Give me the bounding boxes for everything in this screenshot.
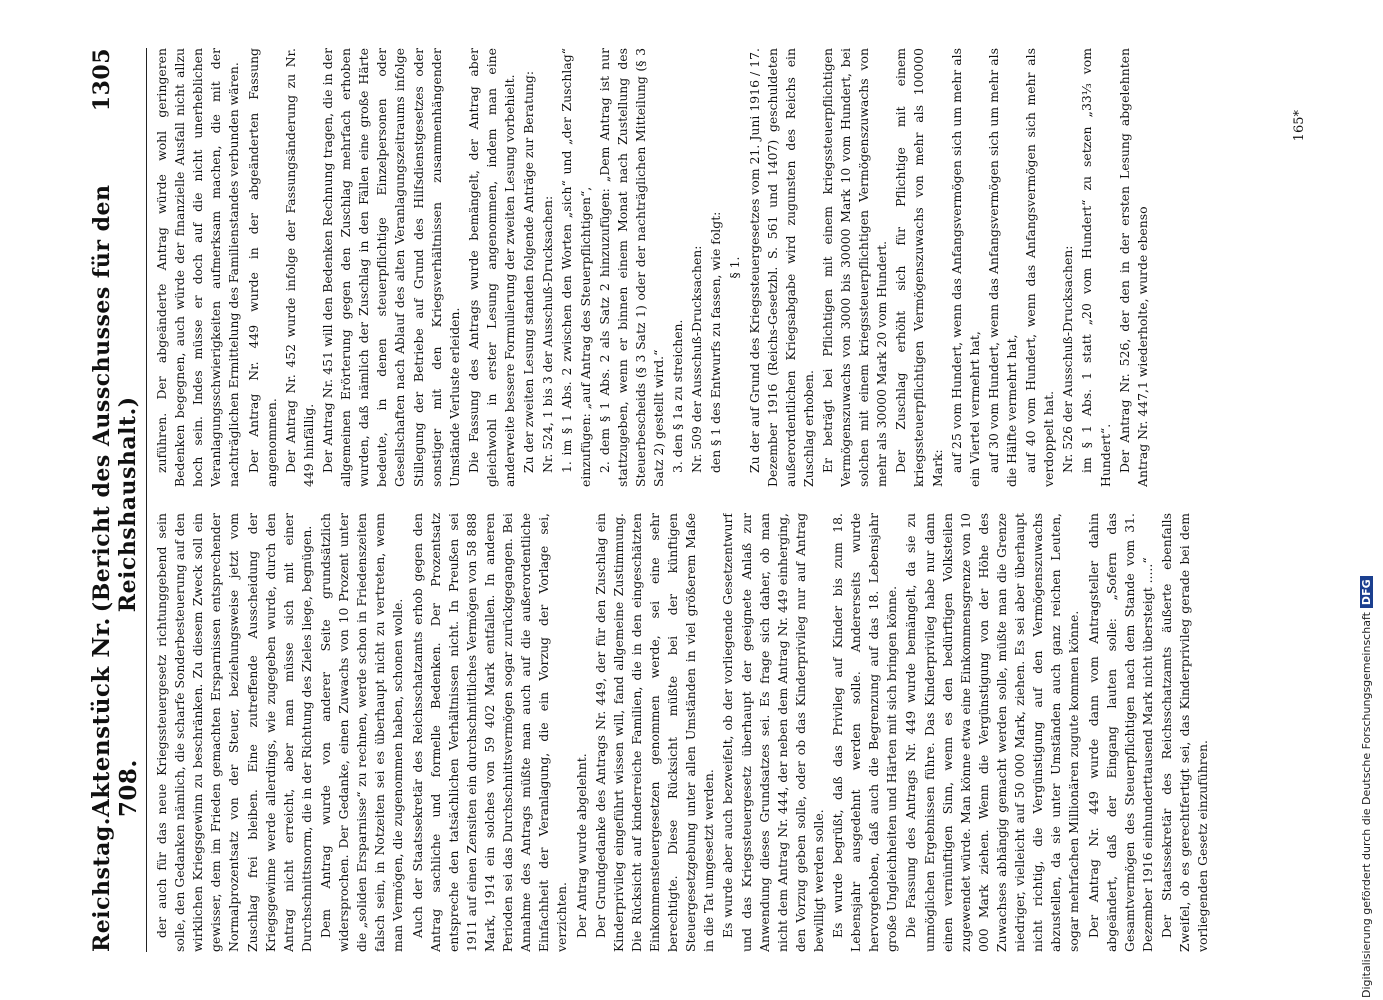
paragraph: Der Antrag Nr. 452 wurde infolge der Fassungsänderung zu Nr. 449 hinfällig. xyxy=(282,48,316,487)
credit-text: Digitalisierung gefördert durch die Deutsche Forschungsgemeinschaft xyxy=(1360,612,1373,998)
paragraph: Es wurde aber auch bezweifelt, ob der vorliegende Gesetzentwurf und das Kriegssteuergesetz überhaupt der geeignete Anlaß zur Anwendung dieses Grundsatzes sei. Es frage sich daher, ob man nicht dem Antrag Nr. 444, der neben dem Antrag Nr. 449 einherging, den Vorzug geben solle, oder ob das Kinderprivileg nur auf Antrag bewilligt werden solle. xyxy=(720,513,826,952)
footer-signature: 165* xyxy=(1292,110,1307,142)
paragraph: Der Antrag Nr. 451 will den Bedenken Rechnung tragen, die in der allgemeinen Erörterung gegen den Zuschlag mehrfach erhoben wurden, daß nämlich der Zuschlag in den Fällen eine große Härte bedeute, in denen steuerpflichtige Einzelpersonen oder Gesellschaften nach Ablauf des alten Veranlagungszeitraums infolge Stillegung der Betriebe auf Grund des Hilfsdienstgesetzes oder sonstiger mit den Kriegsverhältnissen zusammenhängender Umstände Verluste erleiden. xyxy=(319,48,462,487)
paragraph: Auch der Staatssekretär des Reichsschatzamts erhob gegen den Antrag sachliche und formelle Bedenken. Der Prozentsatz entspreche den tatsächlichen Verhältnissen nicht. In Preußen sei 1911 auf einen Zensiten ein durchschnittliches Vermögen von 58 888 Mark, 1914 ein solches von 59 402 Mark entfallen. In anderen Perioden sei das Durchschnittsvermögen sogar zurückgegangen. Bei Annahme des Antrags müßte man auch auf die außerordentliche Einfachheit der Veranlagung, die ein Vorzug der Vorlage sei, verzichten. xyxy=(409,513,570,952)
paragraph: der auch für das neue Kriegssteuergesetz richtunggebend sein solle, den Gedanken nämlich, die scharfe Sonderbesteuerung auf den wirklichen Kriegsgewinn zu beschränken. Zu diesem Zweck soll ein gewisser, dem im Frieden gemachten Ersparnissen entsprechender Normalprozentsatz von der Steuer, beziehungsweise jetzt vom Zuschlag frei bleiben. Eine zutreffende Ausscheidung der Kriegsgewinne werde allerdings, wie zugegeben wurde, durch den Antrag nicht erreicht, aber man müsse sich mit einer Durchschnittsnorm, die in der Richtung des Zieles liege, begnügen. xyxy=(154,513,314,952)
paragraph: 3. den § 1a zu streichen. xyxy=(670,319,686,473)
page-number: 1305 xyxy=(89,48,115,112)
page-header xyxy=(86,48,147,952)
paragraph: Der Staatssekretär des Reichsschatzamts äußerte ebenfalls Zweifel, ob es gerechtfertigt sei, das Kinderprivileg gerade bei dem vorliegenden Gesetz einzuführen. xyxy=(1159,513,1211,952)
digitization-credit xyxy=(1360,576,1373,998)
paragraph: zuführen. Der abgeänderte Antrag würde wohl geringeren Bedenken begegnen, auch würde der finanzielle Ausfall nicht allzu hoch sein. Indes müsse er doch auf die nicht unerheblichen Veranlagungsschwierigkeiten aufmerksam machen, die mit der nachträglichen Ermittelung des Familienstandes verbunden wären. xyxy=(154,48,242,487)
right-column xyxy=(153,48,1321,487)
paragraph: Nr. 526 der Ausschuß-Drucksachen: xyxy=(1060,245,1076,473)
paragraph: Zu der zweiten Lesung standen folgende Anträge zur Beratung: xyxy=(521,71,537,473)
paragraph: den § 1 des Entwurfs zu fassen, wie folgt: xyxy=(708,211,724,473)
paragraph: Der Antrag Nr. 449 wurde dann vom Antragsteller dahin abgeändert, daß der Eingang lauten solle: „Sofern das Gesamtvermögen des Steuerpflichtigen nach dem Stande vom 31. Dezember 1916 einhunderttausend Mark nicht übersteigt .....“ xyxy=(1085,513,1155,952)
paragraph: Es wurde begrüßt, daß das Privileg auf Kinder bis zum 18. Lebensjahr ausgedehnt werden solle. Andererseits wurde hervorgehoben, daß auch die Begrenzung auf das 18. Lebensjahr große Ungleichheiten und Härten mit sich bringen könne. xyxy=(830,513,900,952)
paragraph: Der Antrag wurde abgelehnt. xyxy=(573,753,589,938)
paragraph: 2. dem § 1 Abs. 2 als Satz 2 hinzuzufügen: „Dem Antrag ist nur stattzugeben, wenn er binnen einem Monat nach Zustellung des Steuerbescheids (§ 3 Satz 1) oder der nachträglichen Mitteilung (§ 3 Satz 2) gestellt wird.“ xyxy=(596,48,666,487)
left-column xyxy=(153,513,1321,952)
paragraph: 1. im § 1 Abs. 2 zwischen den Worten „sich“ und „der Zuschlag“ einzufügen: „auf Antrag des Steuerpflichtigen“, xyxy=(559,48,593,487)
paragraph: Der Grundgedanke des Antrags Nr. 449, der für den Zuschlag ein Kinderprivileg eingeführt wissen will, fand allgemeine Zustimmung. Die Rücksicht auf kinderreiche Familien, die in den eingeschätzten Einkommensteuergesetzen genommen werde, sei eine sehr berechtigte. Diese Rücksicht müßte bei der künftigen Steuergesetzgebung unter allen Umständen in viel größerem Maße in die Tat umgesetzt werden. xyxy=(592,513,717,952)
paragraph: Nr. 509 der Ausschuß-Drucksachen: xyxy=(689,245,705,473)
paragraph: Er beträgt bei Pflichtigen mit einem kriegssteuerpflichtigen Vermögenszuwachs von 3000 bis 30000 Mark 10 vom Hundert, bei solchen mit einem kriegssteuerpflichtigen Vermögenszuwachs von mehr als 30000 Mark 20 vom Hundert. xyxy=(819,48,890,487)
header-right-title: (Bericht des Ausschusses für den Reichshaushalt.) xyxy=(89,184,141,613)
paragraph: im § 1 Abs. 1 statt „20 vom Hundert“ zu setzen „33⅓ vom Hundert“. xyxy=(1079,48,1113,487)
header-center: Aktenstück Nr. 708. xyxy=(88,617,142,818)
paragraph: auf 25 vom Hundert, wenn das Anfangsvermögen sich um mehr als ein Viertel vermehrt hat, xyxy=(948,48,982,487)
paragraph: Die Fassung des Antrags Nr. 449 wurde bemängelt, da sie zu unmöglichen Ergebnissen führe. Das Kinderprivileg habe nur dann einen vernünftigen Sinn, wenn es den bedürftigen Volksteilen zugewendet würde. Man könne etwa eine Einkommensgrenze von 10 000 Mark ziehen. Wenn die Vergünstigung von der Höhe des Zuwachses abhängig gemacht werden solle, müßte man die Grenze niedriger, vielleicht auf 50 000 Mark, ziehen. Es sei aber überhaupt nicht richtig, die Vergünstigung auf den Vermögenszuwachs abzustellen, da sie unter Umständen auch ganz reichen Leuten, sogar mehrfachen Millionären zugute kommen könne. xyxy=(903,513,1082,952)
paragraph: Der Zuschlag erhöht sich für Pflichtige mit einem kriegssteuerpflichtigen Vermögenszuwachs von mehr als 100000 Mark: xyxy=(893,48,945,487)
paragraph: auf 40 vom Hundert, wenn das Anfangsvermögen sich mehr als verdoppelt hat. xyxy=(1023,48,1057,487)
text-columns xyxy=(153,48,1321,952)
dfg-logo: DFG xyxy=(1360,576,1373,608)
paragraph: Die Fassung des Antrags wurde bemängelt, der Antrag aber gleichwohl in erster Lesung angenommen, indem man eine anderweite bessere Formulierung der zweiten Lesung vorbehielt. xyxy=(465,48,518,487)
paragraph: Nr. 524, 1 bis 3 der Ausschuß-Drucksachen: xyxy=(540,195,556,473)
paragraph: Zu der auf Grund des Kriegssteuergesetzes vom 21. Juni 1916 / 17. Dezember 1916 (Reichs-Gesetzbl. S. 561 und 1407) geschuldeten außerordentlichen Kriegsabgabe wird zugunsten des Reichs ein Zuschlag erhoben. xyxy=(746,48,816,487)
paragraph: Dem Antrag wurde von anderer Seite grundsätzlich widersprochen. Der Gedanke, einen Zuwachs von 10 Prozent unter die „soliden Ersparnisse“ zu rechnen, werde schon in Friedenszeiten falsch sein, in Notzeiten sei es überhaupt nicht zu vertreten, wenn man Vermögen, die zugenommen haben, schonen wolle. xyxy=(317,513,406,952)
paragraph: Der Antrag Nr. 449 wurde in der abgeänderten Fassung angenommen. xyxy=(245,48,279,487)
paragraph: auf 30 vom Hundert, wenn das Anfangsvermögen sich um mehr als die Hälfte vermehrt hat, xyxy=(985,48,1020,487)
header-left: Reichstag. xyxy=(89,817,115,952)
paragraph: § 1. xyxy=(727,256,743,279)
paragraph: Der Antrag Nr. 526, der den in der ersten Lesung abgelehnten Antrag Nr. 447,1 wiederholte, wurde ebenso xyxy=(1116,48,1150,487)
